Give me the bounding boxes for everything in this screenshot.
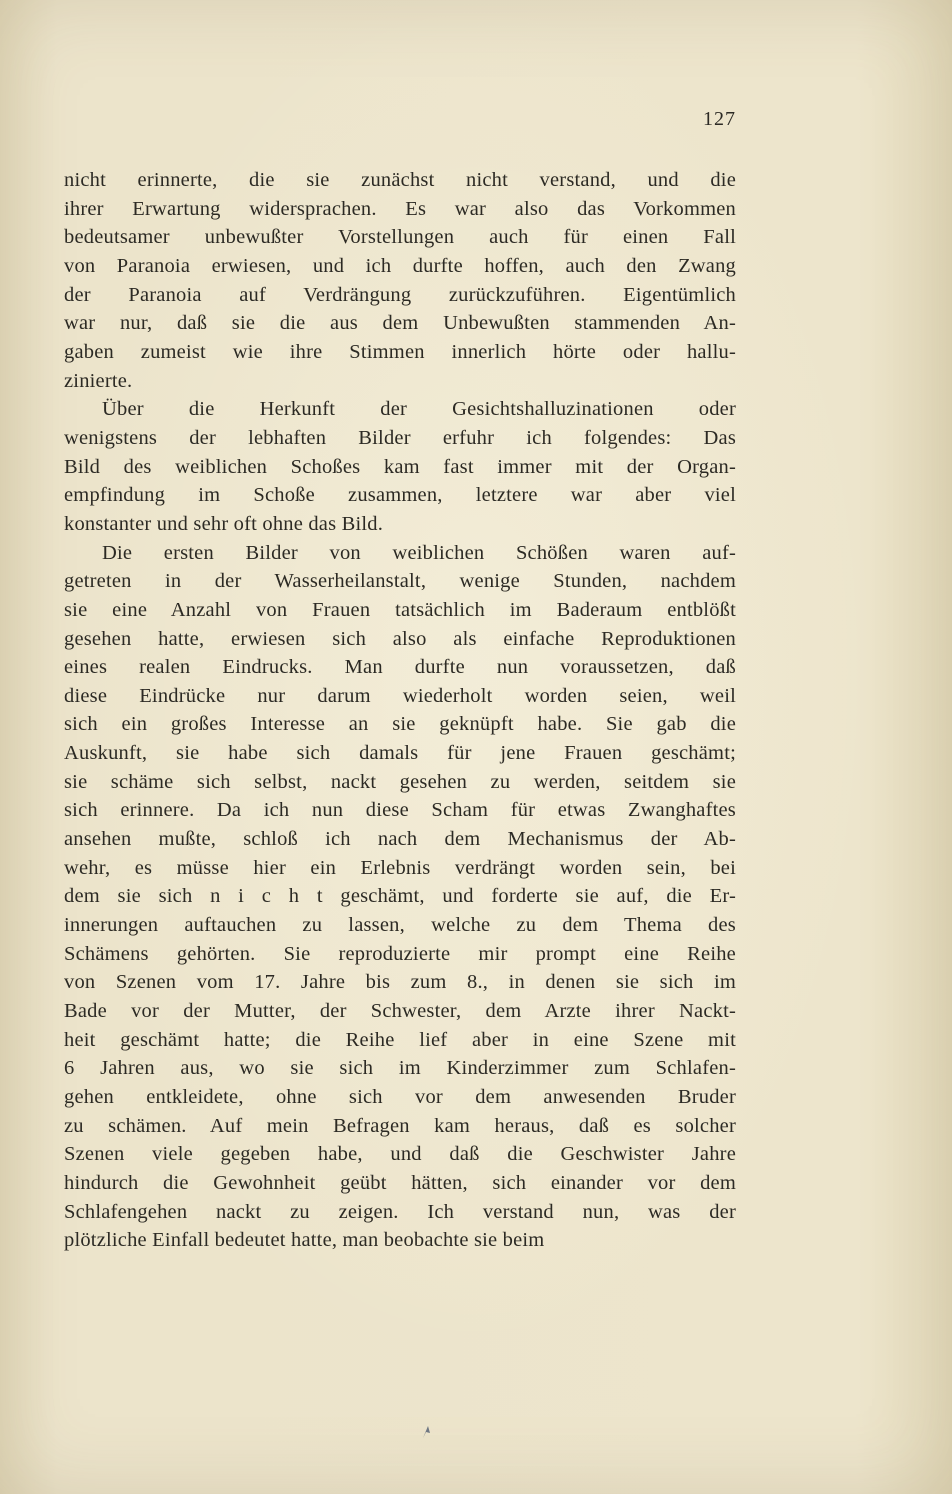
text-line: wenigstens der lebhaften Bilder erfuhr ich folgendes: Das [64,426,736,449]
text-line: war nur, daß sie die aus dem Unbewußten stammenden An- [64,312,736,335]
text-line: gaben zumeist wie ihre Stimmen innerlich hörte oder hallu- [64,340,736,363]
text-line: diese Eindrücke nur darum wiederholt worden seien, weil [64,684,736,707]
text-line: dem sie sich n i c h t geschämt, und forderte sie auf, die Er- [64,885,736,908]
text-line: Auskunft, sie habe sich damals für jene Frauen geschämt; [64,742,736,765]
paragraph [64,539,736,1255]
text-line: plötzliche Einfall bedeutet hatte, man beobachte sie beim [64,1229,545,1252]
paragraph [64,166,736,395]
text-line: 6 Jahren aus, wo sie sich im Kinderzimmer zum Schlafen- [64,1057,736,1080]
text-line: gesehen hatte, erwiesen sich also als einfache Reproduktionen [64,627,736,650]
text-line: eines realen Eindrucks. Man durfte nun voraussetzen, daß [64,656,736,679]
text-line: bedeutsamer unbewußter Vorstellungen auch für einen Fall [64,226,736,249]
text-line: sich ein großes Interesse an sie geknüpft habe. Sie gab die [64,713,736,736]
text-line: wehr, es müsse hier ein Erlebnis verdrängt worden sein, bei [64,856,736,879]
paragraph [64,395,736,538]
text-line: heit geschämt hatte; die Reihe lief aber in eine Szene mit [64,1028,736,1051]
text-line: ihrer Erwartung widersprachen. Es war also das Vorkommen [64,197,736,220]
page-number: 127 [703,108,736,130]
text-line: sie eine Anzahl von Frauen tatsächlich im Baderaum entblößt [64,598,736,621]
text-line: getreten in der Wasserheilanstalt, wenige Stunden, nachdem [64,570,736,593]
text-line: Schämens gehörten. Sie reproduzierte mir prompt eine Reihe [64,942,736,965]
text-line: Szenen viele gegeben habe, und daß die Geschwister Jahre [64,1143,736,1166]
text-line: sich erinnere. Da ich nun diese Scham für etwas Zwanghaftes [64,799,736,822]
text-block [64,166,736,1255]
text-line: empfindung im Schoße zusammen, letztere war aber viel [64,484,736,507]
text-line: nicht erinnerte, die sie zunächst nicht verstand, und die [64,169,736,191]
print-artifact-mark [421,1424,433,1440]
text-line: Bade vor der Mutter, der Schwester, dem Arzte ihrer Nackt- [64,1000,736,1023]
text-line: konstanter und sehr oft ohne das Bild. [64,512,384,535]
text-line: sie schäme sich selbst, nackt gesehen zu werden, seitdem sie [64,770,736,793]
text-line: der Paranoia auf Verdrängung zurückzuführen. Eigentümlich [64,283,736,306]
text-line: von Szenen vom 17. Jahre bis zum 8., in denen sie sich im [64,971,736,994]
text-line: innerungen auftauchen zu lassen, welche zu dem Thema des [64,914,736,937]
text-line: gehen entkleidete, ohne sich vor dem anwesenden Bruder [64,1086,736,1108]
text-line: zu schämen. Auf mein Befragen kam heraus, daß es solcher [64,1114,736,1137]
text-line: Die ersten Bilder von weiblichen Schößen waren auf- [102,541,736,564]
text-line: hindurch die Gewohnheit geübt hätten, sich einander vor dem [64,1171,736,1194]
text-line: ansehen mußte, schloß ich nach dem Mechanismus der Ab- [64,828,736,851]
text-line: Über die Herkunft der Gesichtshalluzinationen oder [102,398,736,421]
text-line: von Paranoia erwiesen, und ich durfte hoffen, auch den Zwang [64,254,736,277]
text-line: zinierte. [64,369,133,392]
text-line: Schlafengehen nackt zu zeigen. Ich verstand nun, was der [64,1200,736,1223]
text-line: Bild des weiblichen Schoßes kam fast immer mit der Organ- [64,455,736,478]
